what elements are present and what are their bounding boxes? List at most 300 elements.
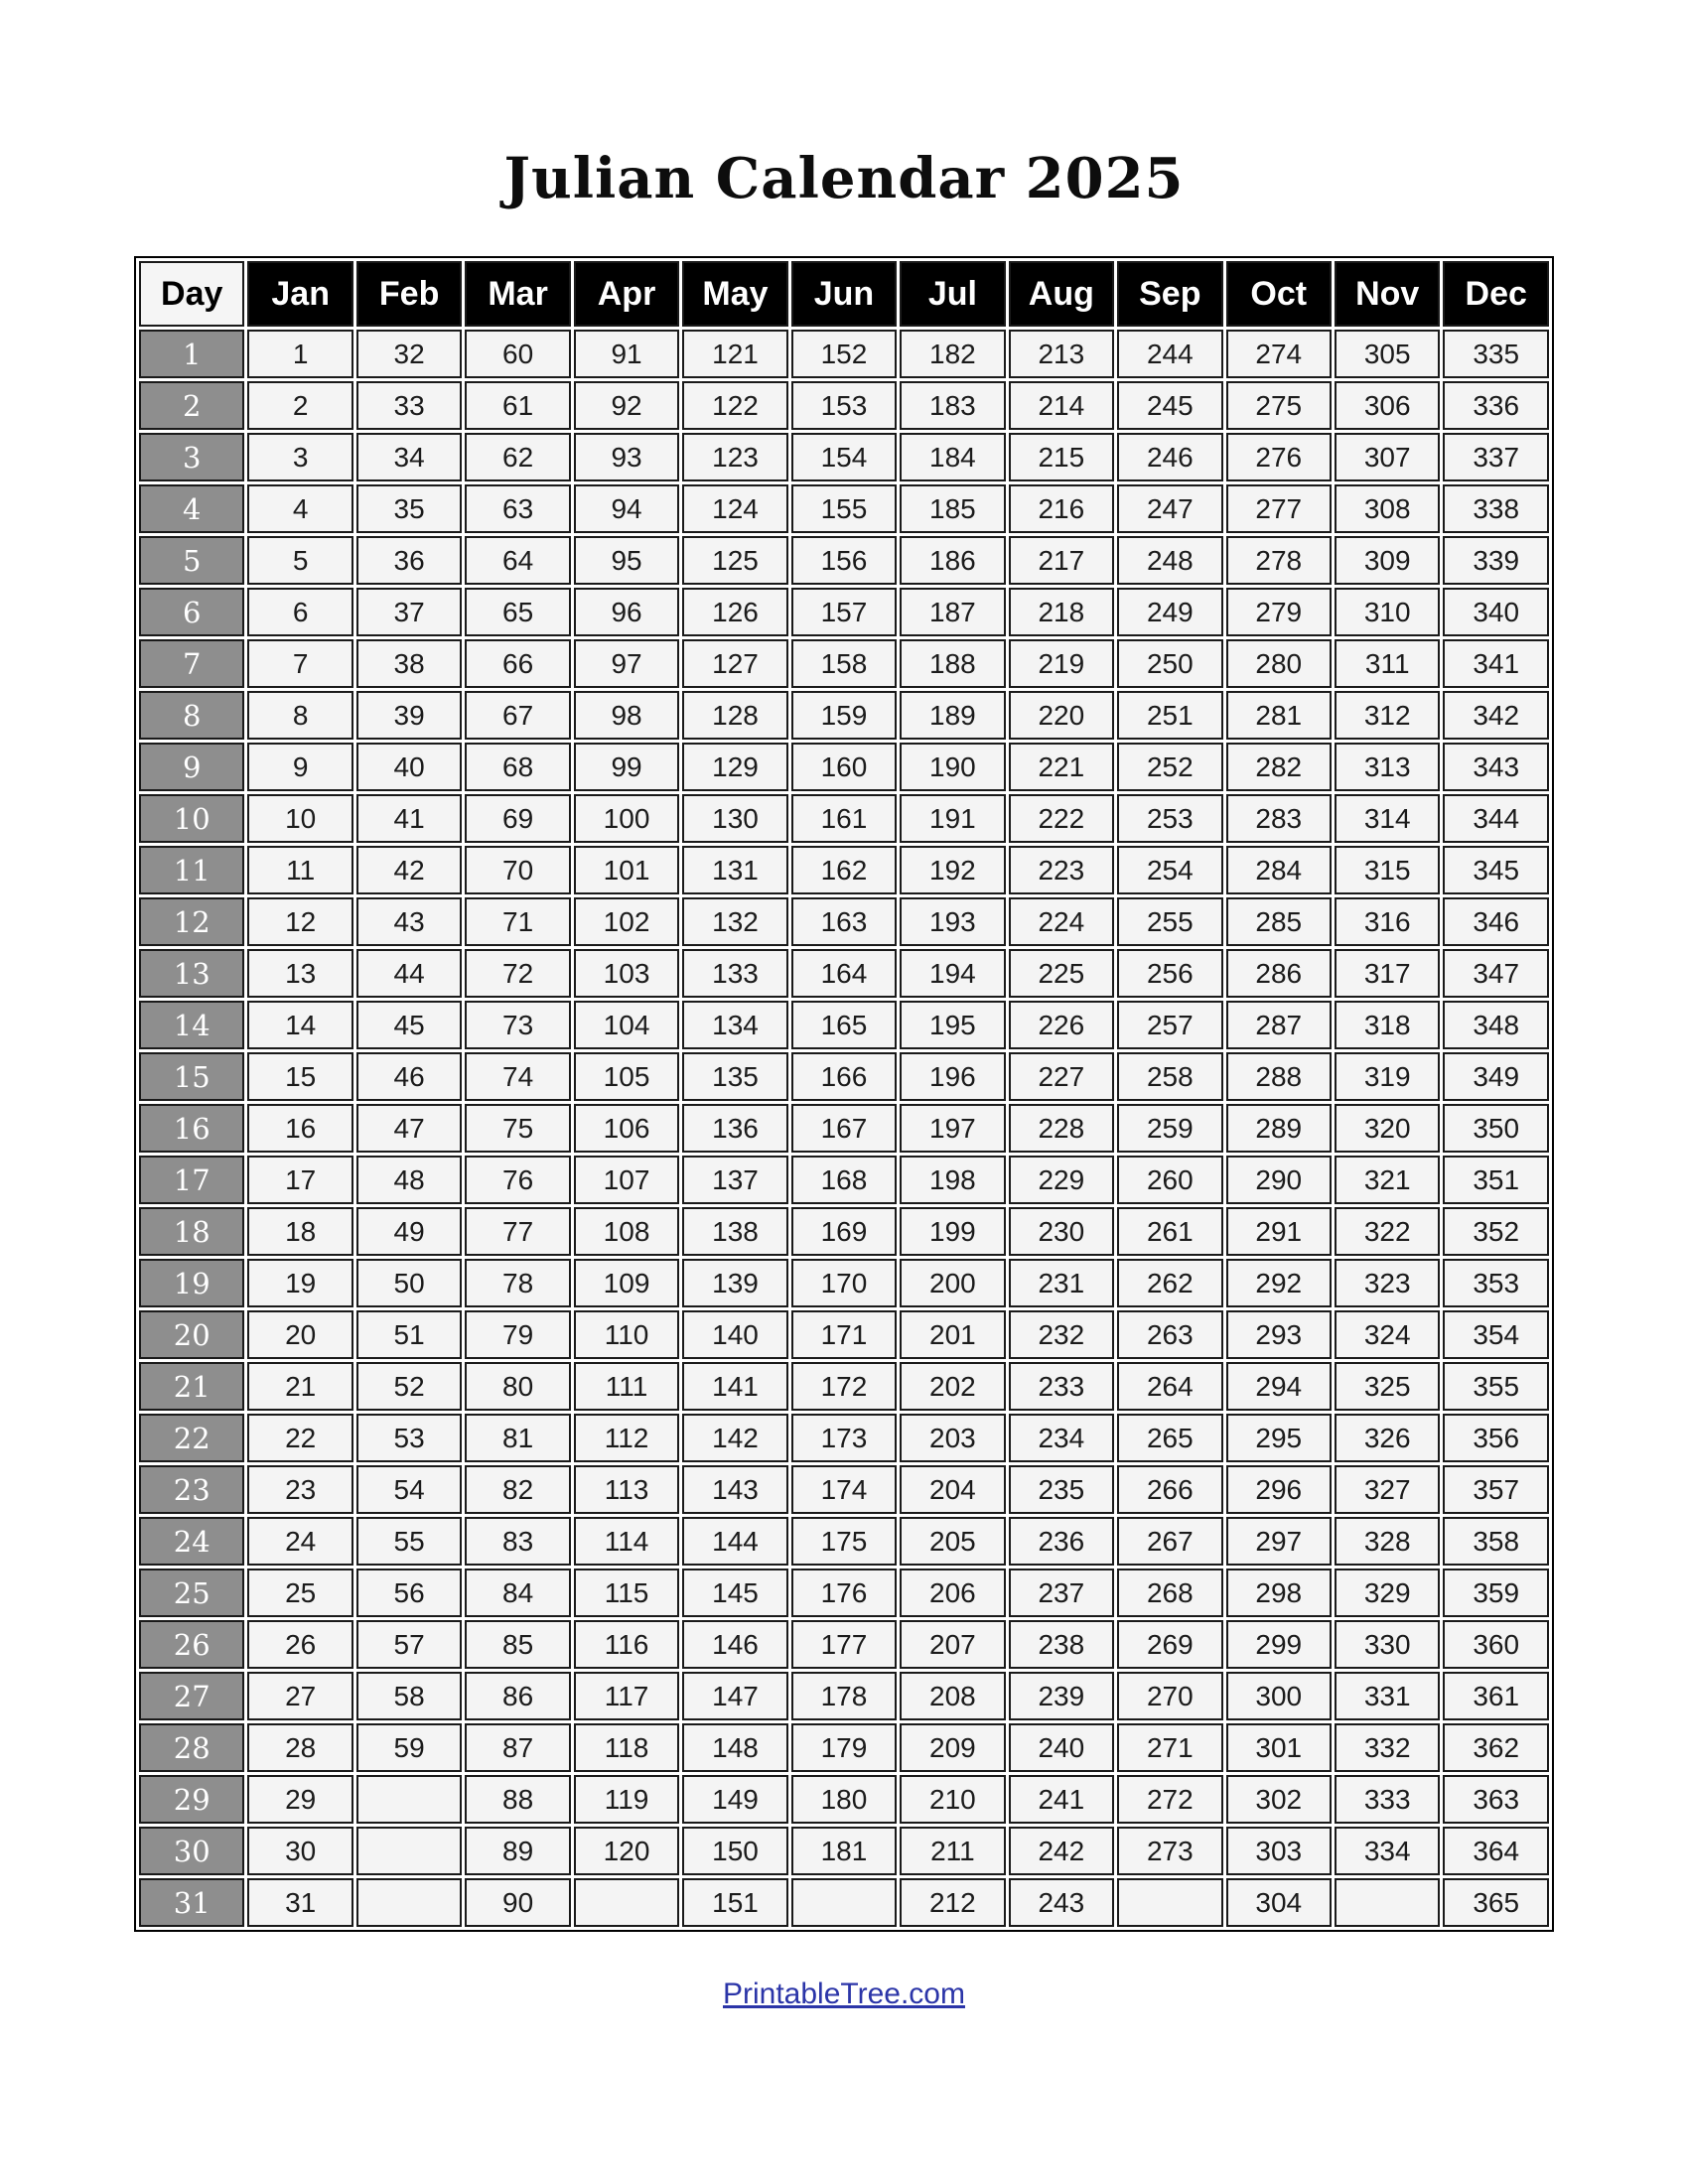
day-number-cell: 9 [139,743,244,791]
julian-day-cell: 259 [1117,1104,1222,1153]
julian-day-cell: 190 [900,743,1005,791]
julian-day-cell: 108 [574,1207,679,1256]
julian-day-cell: 65 [465,588,570,636]
julian-day-cell: 47 [356,1104,462,1153]
julian-day-cell: 295 [1226,1414,1332,1462]
julian-day-cell: 167 [791,1104,897,1153]
table-row [139,1362,1549,1411]
julian-day-cell: 105 [574,1052,679,1101]
julian-day-cell: 120 [574,1827,679,1875]
day-number-cell: 26 [139,1620,244,1669]
julian-day-cell: 271 [1117,1723,1222,1772]
julian-day-cell: 178 [791,1672,897,1720]
julian-day-cell: 28 [247,1723,352,1772]
julian-day-cell: 298 [1226,1569,1332,1617]
month-header-jun: Jun [791,261,897,327]
day-number-cell: 21 [139,1362,244,1411]
julian-day-cell: 210 [900,1775,1005,1824]
month-header-oct: Oct [1226,261,1332,327]
julian-day-cell: 229 [1009,1156,1114,1204]
julian-day-cell: 145 [682,1569,787,1617]
julian-day-cell: 113 [574,1465,679,1514]
julian-day-cell: 24 [247,1517,352,1566]
julian-day-cell: 208 [900,1672,1005,1720]
julian-day-cell: 91 [574,330,679,378]
page-title: Julian Calendar 2025 [503,146,1185,211]
day-number-cell: 11 [139,846,244,894]
julian-day-cell: 331 [1335,1672,1440,1720]
julian-day-cell: 35 [356,484,462,533]
julian-day-cell: 25 [247,1569,352,1617]
julian-day-cell [356,1775,462,1824]
julian-day-cell [356,1827,462,1875]
julian-day-cell: 63 [465,484,570,533]
julian-day-cell: 44 [356,949,462,998]
day-number-cell: 29 [139,1775,244,1824]
table-row [139,1620,1549,1669]
table-row [139,1001,1549,1049]
julian-day-cell: 247 [1117,484,1222,533]
table-row [139,1104,1549,1153]
julian-day-cell: 281 [1226,691,1332,740]
julian-day-cell: 329 [1335,1569,1440,1617]
table-row [139,588,1549,636]
julian-day-cell: 29 [247,1775,352,1824]
day-number-cell: 12 [139,897,244,946]
julian-day-cell: 32 [356,330,462,378]
julian-day-cell: 245 [1117,381,1222,430]
julian-day-cell: 289 [1226,1104,1332,1153]
julian-day-cell: 359 [1443,1569,1549,1617]
julian-day-cell: 206 [900,1569,1005,1617]
julian-day-cell: 140 [682,1310,787,1359]
julian-day-cell: 320 [1335,1104,1440,1153]
julian-day-cell: 171 [791,1310,897,1359]
julian-day-cell: 154 [791,433,897,481]
julian-day-cell: 195 [900,1001,1005,1049]
julian-day-cell: 84 [465,1569,570,1617]
julian-day-cell: 22 [247,1414,352,1462]
julian-day-cell: 188 [900,639,1005,688]
julian-day-cell: 76 [465,1156,570,1204]
julian-day-cell: 255 [1117,897,1222,946]
julian-day-cell: 153 [791,381,897,430]
month-header-dec: Dec [1443,261,1549,327]
day-column-header: Day [139,261,244,327]
julian-day-cell: 232 [1009,1310,1114,1359]
julian-day-cell: 248 [1117,536,1222,585]
julian-day-cell: 49 [356,1207,462,1256]
day-number-cell: 30 [139,1827,244,1875]
julian-day-cell: 203 [900,1414,1005,1462]
julian-day-cell: 104 [574,1001,679,1049]
julian-day-cell: 316 [1335,897,1440,946]
julian-day-cell: 194 [900,949,1005,998]
julian-day-cell: 125 [682,536,787,585]
julian-day-cell: 220 [1009,691,1114,740]
day-number-cell: 3 [139,433,244,481]
julian-day-cell: 332 [1335,1723,1440,1772]
julian-day-cell: 254 [1117,846,1222,894]
julian-day-cell: 347 [1443,949,1549,998]
julian-day-cell: 23 [247,1465,352,1514]
julian-day-cell: 172 [791,1362,897,1411]
julian-day-cell: 141 [682,1362,787,1411]
julian-day-cell: 199 [900,1207,1005,1256]
day-number-cell: 17 [139,1156,244,1204]
julian-day-cell: 164 [791,949,897,998]
julian-day-cell: 163 [791,897,897,946]
julian-day-cell: 315 [1335,846,1440,894]
julian-day-cell: 226 [1009,1001,1114,1049]
julian-day-cell: 353 [1443,1259,1549,1307]
julian-day-cell: 362 [1443,1723,1549,1772]
day-number-cell: 1 [139,330,244,378]
julian-day-cell: 45 [356,1001,462,1049]
julian-day-cell: 42 [356,846,462,894]
julian-day-cell: 307 [1335,433,1440,481]
julian-day-cell: 201 [900,1310,1005,1359]
julian-day-cell: 348 [1443,1001,1549,1049]
julian-day-cell: 147 [682,1672,787,1720]
julian-day-cell: 148 [682,1723,787,1772]
julian-day-cell: 309 [1335,536,1440,585]
julian-day-cell: 82 [465,1465,570,1514]
julian-day-cell: 349 [1443,1052,1549,1101]
julian-day-cell: 352 [1443,1207,1549,1256]
julian-day-cell: 111 [574,1362,679,1411]
day-number-cell: 15 [139,1052,244,1101]
julian-day-cell: 158 [791,639,897,688]
julian-day-cell: 89 [465,1827,570,1875]
julian-day-cell: 83 [465,1517,570,1566]
julian-day-cell: 51 [356,1310,462,1359]
day-number-cell: 20 [139,1310,244,1359]
julian-day-cell: 16 [247,1104,352,1153]
day-number-cell: 2 [139,381,244,430]
julian-day-cell: 260 [1117,1156,1222,1204]
julian-day-cell: 262 [1117,1259,1222,1307]
julian-day-cell: 272 [1117,1775,1222,1824]
day-number-cell: 14 [139,1001,244,1049]
julian-day-cell: 318 [1335,1001,1440,1049]
julian-day-cell: 109 [574,1259,679,1307]
julian-day-cell: 258 [1117,1052,1222,1101]
julian-day-cell: 270 [1117,1672,1222,1720]
table-row [139,1569,1549,1617]
julian-day-cell: 96 [574,588,679,636]
julian-day-cell: 55 [356,1517,462,1566]
table-row [139,794,1549,843]
julian-day-cell: 224 [1009,897,1114,946]
table-row [139,897,1549,946]
day-number-cell: 4 [139,484,244,533]
julian-day-cell: 86 [465,1672,570,1720]
julian-day-cell: 78 [465,1259,570,1307]
day-number-cell: 16 [139,1104,244,1153]
julian-day-cell: 243 [1009,1878,1114,1927]
julian-day-cell: 340 [1443,588,1549,636]
julian-day-cell: 157 [791,588,897,636]
julian-day-cell: 344 [1443,794,1549,843]
julian-day-cell: 328 [1335,1517,1440,1566]
julian-day-cell: 279 [1226,588,1332,636]
julian-day-cell: 299 [1226,1620,1332,1669]
julian-day-cell: 205 [900,1517,1005,1566]
julian-day-cell [356,1878,462,1927]
julian-day-cell: 177 [791,1620,897,1669]
day-number-cell: 24 [139,1517,244,1566]
julian-day-cell: 119 [574,1775,679,1824]
julian-calendar-table [134,256,1554,1932]
julian-day-cell: 155 [791,484,897,533]
julian-day-cell: 186 [900,536,1005,585]
julian-day-cell: 152 [791,330,897,378]
julian-day-cell: 74 [465,1052,570,1101]
julian-day-cell: 66 [465,639,570,688]
header-row [139,261,1549,327]
julian-day-cell: 101 [574,846,679,894]
julian-day-cell: 263 [1117,1310,1222,1359]
table-row [139,381,1549,430]
julian-day-cell: 37 [356,588,462,636]
julian-day-cell: 265 [1117,1414,1222,1462]
julian-day-cell: 68 [465,743,570,791]
julian-day-cell: 287 [1226,1001,1332,1049]
julian-day-cell: 327 [1335,1465,1440,1514]
julian-day-cell: 267 [1117,1517,1222,1566]
julian-day-cell: 301 [1226,1723,1332,1772]
julian-day-cell: 99 [574,743,679,791]
julian-day-cell: 138 [682,1207,787,1256]
julian-day-cell: 179 [791,1723,897,1772]
julian-day-cell: 174 [791,1465,897,1514]
julian-day-cell: 261 [1117,1207,1222,1256]
julian-day-cell: 360 [1443,1620,1549,1669]
julian-day-cell: 118 [574,1723,679,1772]
julian-day-cell: 237 [1009,1569,1114,1617]
julian-day-cell: 69 [465,794,570,843]
julian-day-cell: 214 [1009,381,1114,430]
julian-day-cell: 122 [682,381,787,430]
julian-day-cell: 278 [1226,536,1332,585]
julian-day-cell: 121 [682,330,787,378]
julian-day-cell: 356 [1443,1414,1549,1462]
julian-day-cell: 57 [356,1620,462,1669]
julian-day-cell: 207 [900,1620,1005,1669]
julian-day-cell: 169 [791,1207,897,1256]
julian-day-cell: 40 [356,743,462,791]
julian-day-cell: 302 [1226,1775,1332,1824]
julian-day-cell: 235 [1009,1465,1114,1514]
julian-day-cell: 333 [1335,1775,1440,1824]
calendar-container [134,256,1554,1932]
julian-day-cell: 3 [247,433,352,481]
julian-day-cell: 200 [900,1259,1005,1307]
julian-day-cell: 38 [356,639,462,688]
julian-day-cell: 70 [465,846,570,894]
julian-day-cell: 92 [574,381,679,430]
julian-day-cell: 306 [1335,381,1440,430]
julian-day-cell: 288 [1226,1052,1332,1101]
julian-day-cell: 39 [356,691,462,740]
julian-day-cell: 150 [682,1827,787,1875]
julian-day-cell: 6 [247,588,352,636]
julian-day-cell: 166 [791,1052,897,1101]
julian-day-cell: 181 [791,1827,897,1875]
julian-day-cell: 276 [1226,433,1332,481]
julian-day-cell: 168 [791,1156,897,1204]
julian-day-cell: 149 [682,1775,787,1824]
julian-day-cell: 1 [247,330,352,378]
julian-day-cell: 282 [1226,743,1332,791]
julian-day-cell: 9 [247,743,352,791]
julian-day-cell: 303 [1226,1827,1332,1875]
julian-day-cell: 244 [1117,330,1222,378]
julian-day-cell: 146 [682,1620,787,1669]
month-header-feb: Feb [356,261,462,327]
julian-day-cell: 85 [465,1620,570,1669]
julian-day-cell: 291 [1226,1207,1332,1256]
julian-day-cell: 156 [791,536,897,585]
julian-day-cell: 314 [1335,794,1440,843]
julian-day-cell: 14 [247,1001,352,1049]
julian-day-cell: 213 [1009,330,1114,378]
table-row [139,484,1549,533]
julian-day-cell: 242 [1009,1827,1114,1875]
julian-day-cell: 337 [1443,433,1549,481]
julian-day-cell: 222 [1009,794,1114,843]
table-row [139,949,1549,998]
julian-day-cell: 162 [791,846,897,894]
day-number-cell: 27 [139,1672,244,1720]
julian-day-cell: 330 [1335,1620,1440,1669]
julian-day-cell: 106 [574,1104,679,1153]
julian-day-cell: 351 [1443,1156,1549,1204]
julian-day-cell: 240 [1009,1723,1114,1772]
table-row [139,1310,1549,1359]
julian-day-cell: 292 [1226,1259,1332,1307]
julian-day-cell: 133 [682,949,787,998]
julian-day-cell: 192 [900,846,1005,894]
julian-day-cell: 81 [465,1414,570,1462]
julian-day-cell: 75 [465,1104,570,1153]
julian-day-cell: 142 [682,1414,787,1462]
julian-day-cell: 308 [1335,484,1440,533]
month-header-may: May [682,261,787,327]
julian-day-cell: 159 [791,691,897,740]
julian-day-cell: 294 [1226,1362,1332,1411]
julian-day-cell: 170 [791,1259,897,1307]
julian-day-cell: 274 [1226,330,1332,378]
julian-day-cell: 54 [356,1465,462,1514]
julian-day-cell: 336 [1443,381,1549,430]
julian-day-cell: 134 [682,1001,787,1049]
julian-day-cell: 191 [900,794,1005,843]
julian-day-cell: 137 [682,1156,787,1204]
julian-day-cell: 115 [574,1569,679,1617]
julian-day-cell: 300 [1226,1672,1332,1720]
julian-day-cell: 107 [574,1156,679,1204]
julian-day-cell: 17 [247,1156,352,1204]
julian-day-cell: 95 [574,536,679,585]
julian-day-cell: 59 [356,1723,462,1772]
julian-day-cell: 198 [900,1156,1005,1204]
julian-day-cell: 18 [247,1207,352,1256]
julian-day-cell: 19 [247,1259,352,1307]
julian-day-cell: 277 [1226,484,1332,533]
julian-day-cell: 58 [356,1672,462,1720]
julian-day-cell: 117 [574,1672,679,1720]
julian-day-cell: 324 [1335,1310,1440,1359]
julian-day-cell: 230 [1009,1207,1114,1256]
month-header-aug: Aug [1009,261,1114,327]
day-number-cell: 28 [139,1723,244,1772]
julian-day-cell: 135 [682,1052,787,1101]
julian-day-cell: 48 [356,1156,462,1204]
table-row [139,1723,1549,1772]
julian-day-cell: 110 [574,1310,679,1359]
julian-day-cell: 275 [1226,381,1332,430]
julian-day-cell [1117,1878,1222,1927]
julian-day-cell: 180 [791,1775,897,1824]
julian-day-cell: 311 [1335,639,1440,688]
julian-day-cell: 189 [900,691,1005,740]
julian-day-cell: 67 [465,691,570,740]
julian-day-cell: 15 [247,1052,352,1101]
julian-day-cell: 253 [1117,794,1222,843]
julian-day-cell: 97 [574,639,679,688]
julian-day-cell: 124 [682,484,787,533]
julian-day-cell: 297 [1226,1517,1332,1566]
day-number-cell: 31 [139,1878,244,1927]
table-row [139,1052,1549,1101]
printabletree-link[interactable]: PrintableTree.com [723,1978,965,2010]
julian-day-cell: 52 [356,1362,462,1411]
julian-day-cell: 126 [682,588,787,636]
table-row [139,1517,1549,1566]
julian-day-cell: 202 [900,1362,1005,1411]
table-row [139,743,1549,791]
julian-day-cell: 30 [247,1827,352,1875]
julian-day-cell: 103 [574,949,679,998]
julian-day-cell: 131 [682,846,787,894]
julian-day-cell: 221 [1009,743,1114,791]
julian-day-cell: 20 [247,1310,352,1359]
julian-day-cell: 268 [1117,1569,1222,1617]
julian-day-cell: 73 [465,1001,570,1049]
table-row [139,1156,1549,1204]
julian-day-cell: 182 [900,330,1005,378]
julian-day-cell: 112 [574,1414,679,1462]
table-row [139,1878,1549,1927]
table-row [139,1259,1549,1307]
julian-day-cell: 183 [900,381,1005,430]
table-row [139,1827,1549,1875]
day-number-cell: 22 [139,1414,244,1462]
day-number-cell: 7 [139,639,244,688]
table-row [139,846,1549,894]
julian-day-cell: 2 [247,381,352,430]
julian-day-cell: 335 [1443,330,1549,378]
julian-day-cell: 323 [1335,1259,1440,1307]
julian-day-cell: 21 [247,1362,352,1411]
julian-day-cell: 322 [1335,1207,1440,1256]
julian-day-cell: 365 [1443,1878,1549,1927]
julian-day-cell: 310 [1335,588,1440,636]
julian-day-cell: 225 [1009,949,1114,998]
julian-day-cell: 284 [1226,846,1332,894]
